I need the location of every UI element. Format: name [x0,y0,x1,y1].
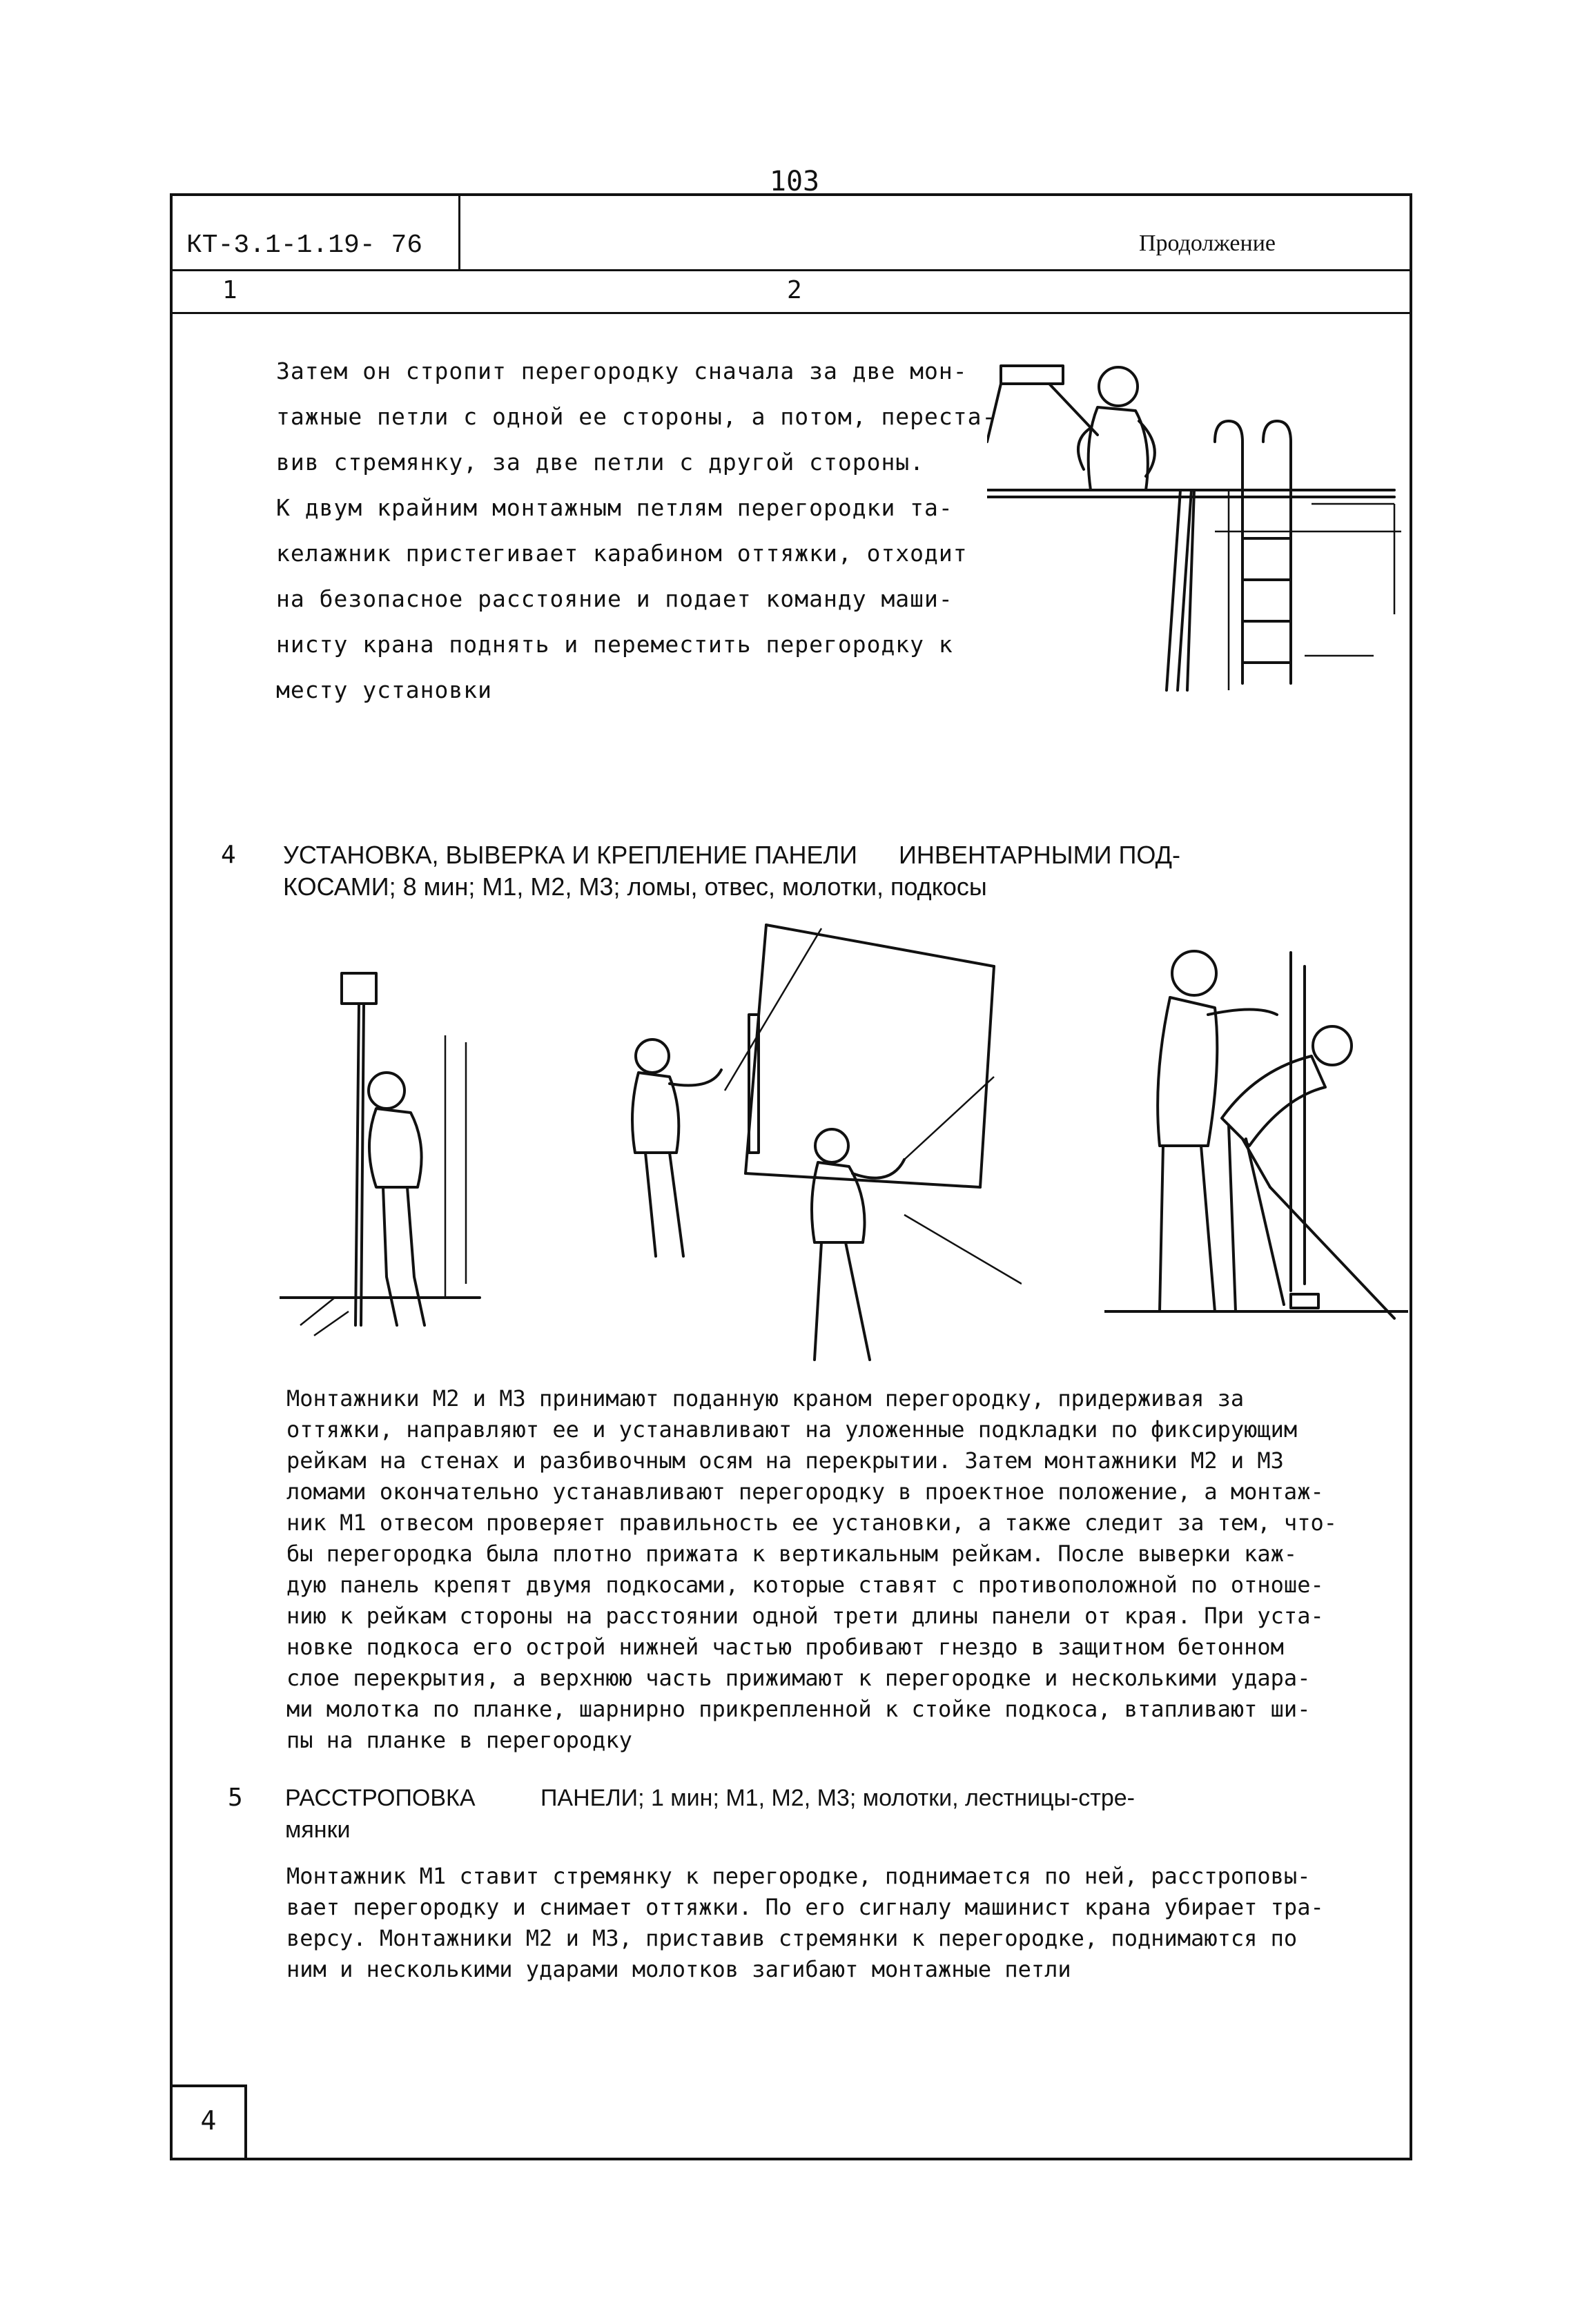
body-line: дую панель крепят двумя подкосами, которые ставят с противоположной по отноше- [286,1572,1324,1598]
intro-line: К двум крайним монтажным петлям перегородки та- [276,494,953,521]
column-2-header: 2 [787,276,802,304]
section-5-title [285,1782,1135,1846]
body-line: Монтажники М2 и М3 принимают поданную краном перегородку, придерживая за [286,1385,1245,1412]
intro-line: вив стремянку, за две петли с другой стороны. [276,449,925,476]
body-line: вает перегородку и снимает оттяжки. По его сигналу машинист крана убирает тра- [286,1894,1324,1920]
intro-line: нисту крана поднять и переместить перегородку к [276,631,953,658]
body-line: новке подкоса его острой нижней частью пробивают гнездо в защитном бетонном [286,1634,1284,1660]
intro-line: тажные петли с одной ее стороны, а потом, переста- [276,403,997,430]
illustration-rigger-on-ladder [987,352,1401,711]
column-1-header: 1 [222,276,237,304]
body-line: ми молотка по планке, шарнирно прикрепленной к стойке подкоса, втапливают ши- [286,1696,1311,1722]
body-line: оттяжки, направляют ее и устанавливают на уложенные подкладки по фиксирующим [286,1416,1298,1443]
body-line: слое перекрытия, а верхнюю часть прижимают к перегородке и несколькими удара- [286,1665,1311,1691]
body-line: рейкам на стенах и разбивочным осям на перекрытии. Затем монтажники М2 и М3 [286,1447,1284,1474]
intro-line: келажник пристегивает карабином оттяжки, отходит [276,540,968,567]
section-5-number: 5 [228,1784,243,1812]
illustration-guiding-partition [607,918,1022,1394]
body-line: пы на планке в перегородку [286,1727,632,1753]
body-line: ним и несколькими ударами молотков загибают монтажные петли [286,1956,1071,1982]
intro-line: месту установки [276,676,493,703]
body-line: нию к рейкам стороны на расстоянии одной трети длины панели от края. При уста- [286,1603,1324,1629]
body-line: ломами окончательно устанавливают перегородку в проектное положение, а монтаж- [286,1478,1324,1505]
doc-code: КТ-3.1-1.19- 76 [186,231,423,260]
body-line: бы перегородка была плотно прижата к вертикальным рейкам. После выверки каж- [286,1541,1298,1567]
page-number: 103 [769,166,820,197]
section-4-title-line: КОСАМИ; 8 мин; М1, М2, М3; ломы, отвес, молотки, подкосы [283,872,987,901]
section-4-number: 4 [221,841,236,869]
section-4-title [283,839,1180,903]
body-line: Монтажник М1 ставит стремянку к перегородке, поднимается по ней, расстроповы- [286,1863,1311,1889]
section-5-body [286,1861,1324,1985]
section-5-title-line: мянки [285,1817,351,1843]
header-code-divider [458,193,460,271]
intro-line: Затем он стропит перегородку сначала за две мон- [276,358,968,384]
body-line: ник М1 отвесом проверяет правильность ее установки, а также следит за тем, что- [286,1510,1337,1536]
section-5-title-line: РАССТРОПОВКА ПАНЕЛИ; 1 мин; М1, М2, М3; молотки, лестницы-стре- [285,1785,1135,1811]
illustration-crowbar-workers [1104,939,1408,1353]
body-line: версу. Монтажники М2 и М3, приставив стремянки к перегородке, поднимаются по [286,1925,1298,1951]
header-divider [170,269,1412,271]
intro-line: на безопасное расстояние и подает команду маши- [276,585,953,612]
column-header-divider [170,312,1412,314]
sheet-number: 4 [200,2105,217,2136]
intro-paragraph [276,349,996,713]
continuation-label: Продолжение [1139,231,1276,256]
section-4-body [286,1383,1337,1756]
section-4-title-line: УСТАНОВКА, ВЫВЕРКА И КРЕПЛЕНИЕ ПАНЕЛИ ИНВЕНТАРНЫМИ ПОД- [283,841,1180,869]
illustration-plumb-check [280,953,507,1353]
